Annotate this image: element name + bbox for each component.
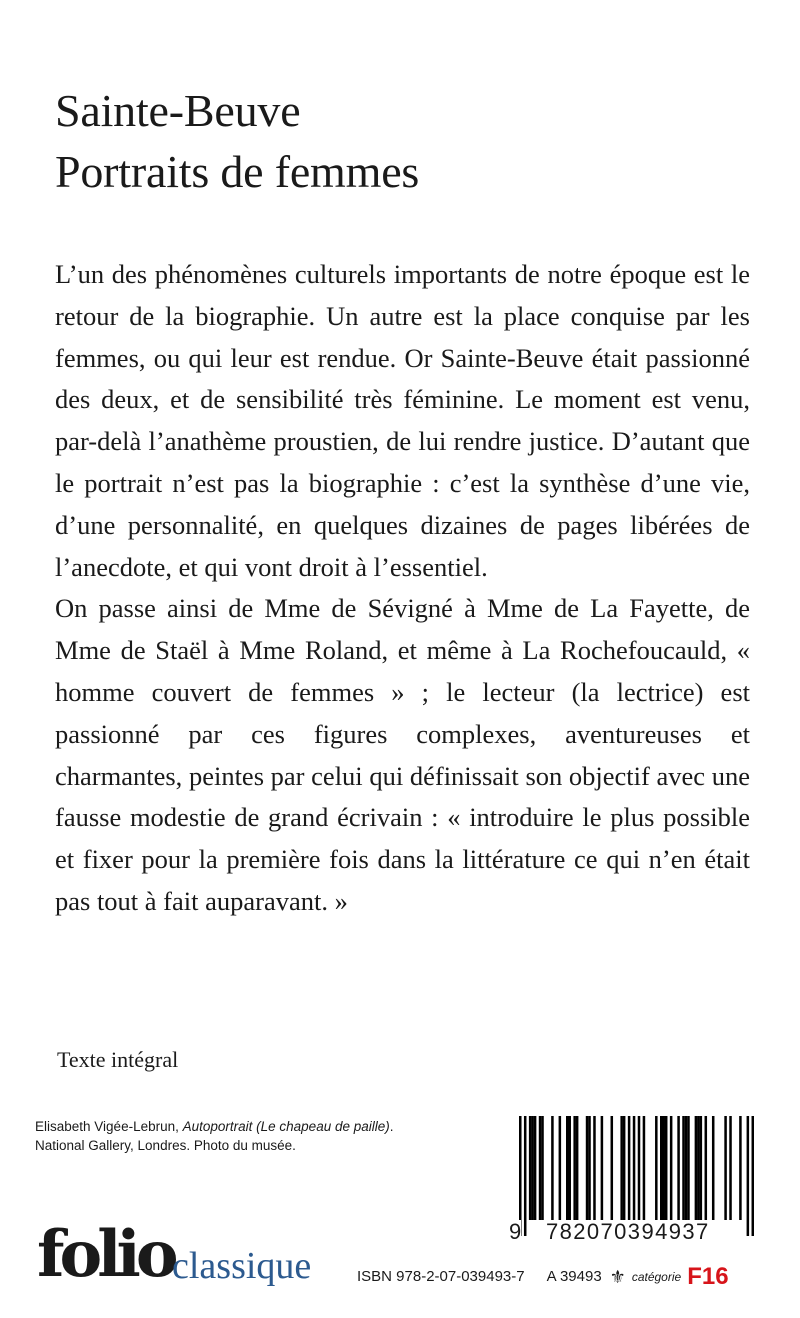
folio-logo: folio xyxy=(37,1217,174,1292)
gallimard-mark-icon: ⚜ xyxy=(609,1267,626,1287)
barcode-bar xyxy=(685,1116,688,1220)
barcode-bar xyxy=(531,1116,534,1220)
barcode-first-digit: 9 xyxy=(509,1219,522,1244)
barcode-bar xyxy=(519,1116,522,1236)
barcode-bar xyxy=(682,1116,685,1220)
blurb-paragraph-2: On passe ainsi de Mme de Sévigné à Mme de La Fayette, de Mme de Staël à Mme Roland, et même à La Rochefoucauld, « homme couvert de femmes » ; le lecteur (la lectrice) est passionné par ces figures complexes, aventureuses et charmantes, peintes par celui qui définissait son objectif avec une fausse modestie de grand écrivain : « introduire le plus possible et fixer pour la première fois dans la littérature ce qui n’en était pas tout à fait auparavant. » xyxy=(55,593,750,916)
barcode-bar xyxy=(534,1116,537,1220)
barcode-bar xyxy=(620,1116,623,1220)
barcode-bar xyxy=(729,1116,732,1220)
barcode-bar xyxy=(551,1116,554,1220)
barcode-bar xyxy=(566,1116,569,1220)
barcode-bar xyxy=(662,1116,665,1220)
isbn-number: ISBN 978-2-07-039493-7 xyxy=(357,1268,525,1285)
barcode-bar xyxy=(752,1116,754,1236)
credit-artist: Elisabeth Vigée-Lebrun, xyxy=(35,1119,183,1134)
barcode-bar xyxy=(700,1116,703,1220)
barcode-bar xyxy=(697,1116,700,1220)
edition-label: Texte intégral xyxy=(57,1047,179,1072)
barcode-bar xyxy=(712,1116,715,1220)
barcode-bar xyxy=(529,1116,532,1220)
barcode-bar xyxy=(576,1116,579,1220)
credit-work-title: Autoportrait (Le chapeau de paille) xyxy=(182,1119,390,1134)
category-label: catégorie xyxy=(631,1270,682,1284)
barcode-bar xyxy=(695,1116,698,1220)
barcode-bar xyxy=(524,1116,527,1236)
barcode-bar xyxy=(677,1116,680,1220)
catalog-code: A 39493 xyxy=(546,1268,602,1285)
barcode-bar xyxy=(687,1116,690,1220)
blurb-paragraph-1: L’un des phénomènes culturels importants de notre époque est le retour de la biographie. Un autre est la place conquise par les femmes, ou qui leur est rendue. Or Sainte-Beuve était passionné des deux, et de sensibilité très féminine. Le moment est venu, par-delà l’anathème proustien, de lui rendre justice. D’autant que le portrait n’est pas la biographie : c’est la synthèse d’une vie, d’une personnalité, en quelques dizaines de pages libérées de l’anecdote, et qui vont droit à l’essentiel. xyxy=(55,259,750,582)
isbn-line xyxy=(357,1262,729,1292)
cover-image-credit xyxy=(35,1117,475,1155)
book-title: Portraits de femmes xyxy=(55,146,420,197)
ean-barcode xyxy=(509,1116,754,1244)
category-code: F16 xyxy=(687,1263,729,1290)
credit-period: . xyxy=(389,1119,394,1134)
barcode-bar xyxy=(628,1116,631,1220)
barcode-digits: 782070394937 xyxy=(543,1220,713,1244)
barcode-bar xyxy=(601,1116,604,1220)
barcode-bar xyxy=(573,1116,576,1220)
barcode-bar xyxy=(643,1116,646,1220)
barcode-bar xyxy=(586,1116,589,1220)
barcode-bar xyxy=(670,1116,673,1220)
barcode-bar xyxy=(588,1116,591,1220)
barcode-bar xyxy=(611,1116,614,1220)
barcode-bar xyxy=(638,1116,641,1236)
classique-logo: classique xyxy=(172,1245,312,1287)
credit-line-2: National Gallery, Londres. Photo du musée. xyxy=(35,1138,296,1153)
barcode-bar xyxy=(541,1116,544,1220)
book-author: Sainte-Beuve xyxy=(55,85,301,136)
barcode-bar xyxy=(747,1116,750,1236)
barcode-bar xyxy=(568,1116,571,1220)
barcode-bar xyxy=(665,1116,668,1220)
barcode-bar xyxy=(705,1116,708,1220)
barcode-bar xyxy=(739,1116,742,1220)
barcode-bar xyxy=(655,1116,658,1220)
barcode-bar xyxy=(623,1116,626,1220)
barcode-bar xyxy=(660,1116,663,1220)
credit-line-1 xyxy=(35,1117,475,1136)
barcode-bar xyxy=(559,1116,562,1220)
back-cover-blurb xyxy=(55,254,750,923)
barcode-bar xyxy=(633,1116,636,1236)
barcode-bars xyxy=(519,1116,754,1236)
barcode-bar xyxy=(724,1116,727,1220)
barcode-bar xyxy=(593,1116,596,1220)
barcode-bar xyxy=(539,1116,542,1220)
